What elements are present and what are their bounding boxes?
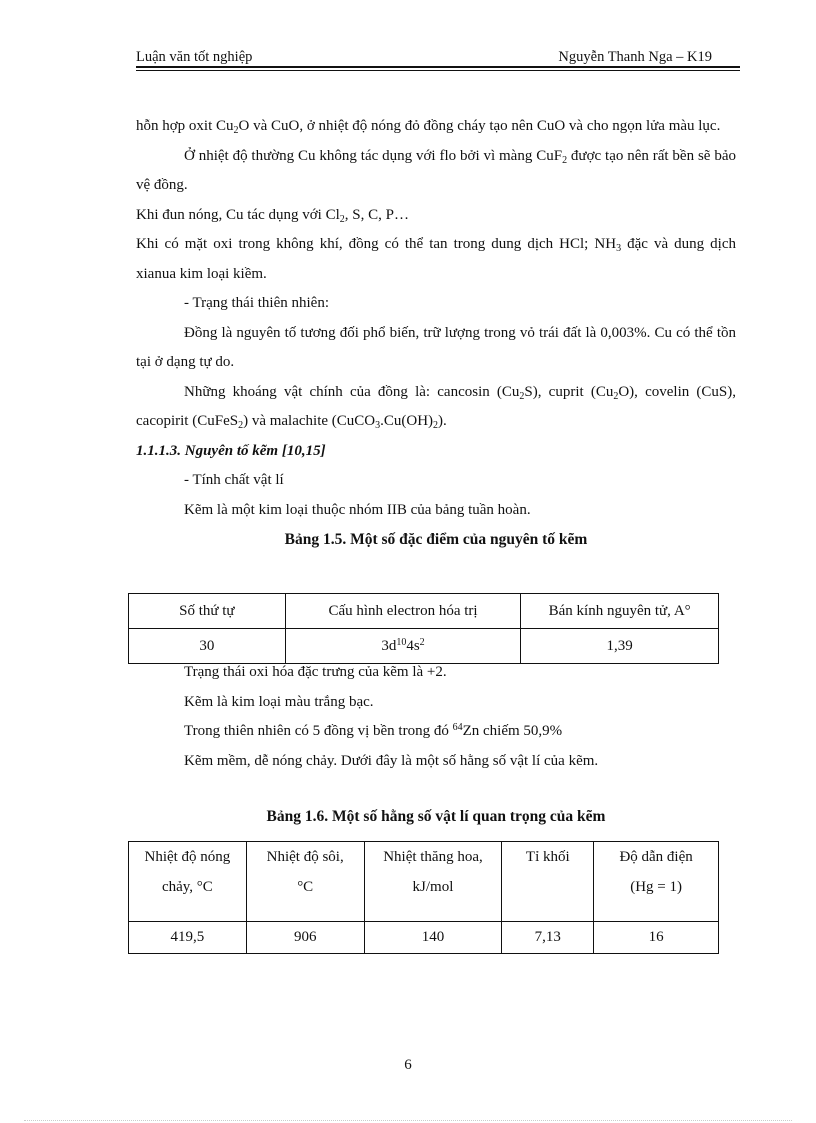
table-cell: 30: [129, 629, 286, 664]
table-header-cell: Nhiệt độ nóng chảy, °C: [129, 842, 247, 922]
paragraph-oxygen: Khi có mặt oxi trong không khí, đồng có thể tan trong dung dịch HCl; $NH_3$ đặc và dung dịch xianua kim loại kiềm.: [136, 236, 736, 282]
table-cell: 906: [246, 922, 364, 954]
header-author: Nguyễn Thanh Nga – K19: [558, 49, 712, 65]
table-row: [129, 922, 719, 954]
paragraph-minerals: Những khoáng vật chính của đồng là: cancosin $(Cu_2S)$, cuprit $(Cu_2O)$, covelin (CuS), cacopirit (CuFeS$_2$) và malachite $(CuCO_3.Cu(OH)_2)$.: [136, 383, 736, 431]
paragraph-color: Kẽm là kim loại màu trắng bạc.: [184, 693, 374, 710]
table-zinc-characteristics: [128, 593, 719, 664]
paragraph-group: Kẽm là một kim loại thuộc nhóm IIB của bảng tuần hoàn.: [184, 501, 531, 518]
table-cell: 1,39: [521, 629, 719, 664]
paragraph-soft: Kẽm mềm, dễ nóng chảy. Dưới đây là một số hằng số vật lí của kẽm.: [184, 752, 599, 769]
table-cell: 419,5: [129, 922, 247, 954]
table-header-cell: Nhiệt thăng hoa, kJ/mol: [364, 842, 502, 922]
table-header-cell: Cấu hình electron hóa trị: [285, 594, 521, 629]
section-heading-zinc: 1.1.1.3. Nguyên tố kẽm [10,15]: [136, 442, 326, 459]
table-zinc-physical-constants: [128, 841, 719, 954]
table-1-5-caption: Bảng 1.5. Một số đặc điểm của nguyên tố kẽm: [284, 531, 588, 548]
header-thesis-title: Luận văn tốt nghiệp: [136, 49, 253, 65]
paragraph-oxidation-state: Trạng thái oxi hóa đặc trưng của kẽm là +2.: [184, 664, 447, 680]
main-content: [136, 112, 736, 555]
table-cell-configuration: $3d^{10}4s^2$: [285, 629, 521, 664]
header-rule-thin: [136, 70, 740, 71]
table-cell: 140: [364, 922, 502, 954]
header-rule-thick: [136, 66, 740, 68]
table-header-cell: Bán kính nguyên tử, A°: [521, 594, 719, 629]
table-cell: 7,13: [502, 922, 594, 954]
paragraph-abundance: Đồng là nguyên tố tương đối phổ biến, trữ lượng trong vỏ trái đất là 0,003%. Cu có thể tồn tại ở dạng tự do.: [136, 324, 736, 370]
table-header-cell: Nhiệt độ sôi, °C: [246, 842, 364, 922]
page-number: 6: [404, 1057, 412, 1073]
table-header-row: [129, 842, 719, 922]
page-bottom-border: [24, 1120, 792, 1121]
table-header-cell: Độ dẫn điện (Hg = 1): [594, 842, 719, 922]
paragraph-heating: Khi đun nóng, Cu tác dụng với $Cl_2$, S, C, P…: [136, 206, 409, 225]
paragraph-fluorine: Ở nhiệt độ thường Cu không tác dụng với flo bởi vì màng CuF$_2$ được tạo nên rất bền sẽ bảo vệ đồng.: [136, 147, 736, 193]
table-1-6-caption: Bảng 1.6. Một số hằng số vật lí quan trọng của kẽm: [266, 808, 606, 825]
paragraph-isotopes: Trong thiên nhiên có 5 đồng vị bền trong đó $^{64}$Zn chiếm 50,9%: [184, 722, 563, 739]
table-cell: 16: [594, 922, 719, 954]
paragraph-copper-oxide: hỗn hợp oxit $Cu_2O$ và CuO, ở nhiệt độ nóng đỏ đồng cháy tạo nên CuO và cho ngọn lửa màu lục.: [136, 118, 721, 136]
table-header-cell: Số thứ tự: [129, 594, 286, 629]
bullet-physical-properties: - Tính chất vật lí: [184, 472, 284, 488]
table-header-cell: Tỉ khối: [502, 842, 594, 922]
bullet-natural-state: - Trạng thái thiên nhiên:: [184, 295, 329, 311]
main-content-continued: [136, 658, 736, 776]
table-header-row: [129, 594, 719, 629]
